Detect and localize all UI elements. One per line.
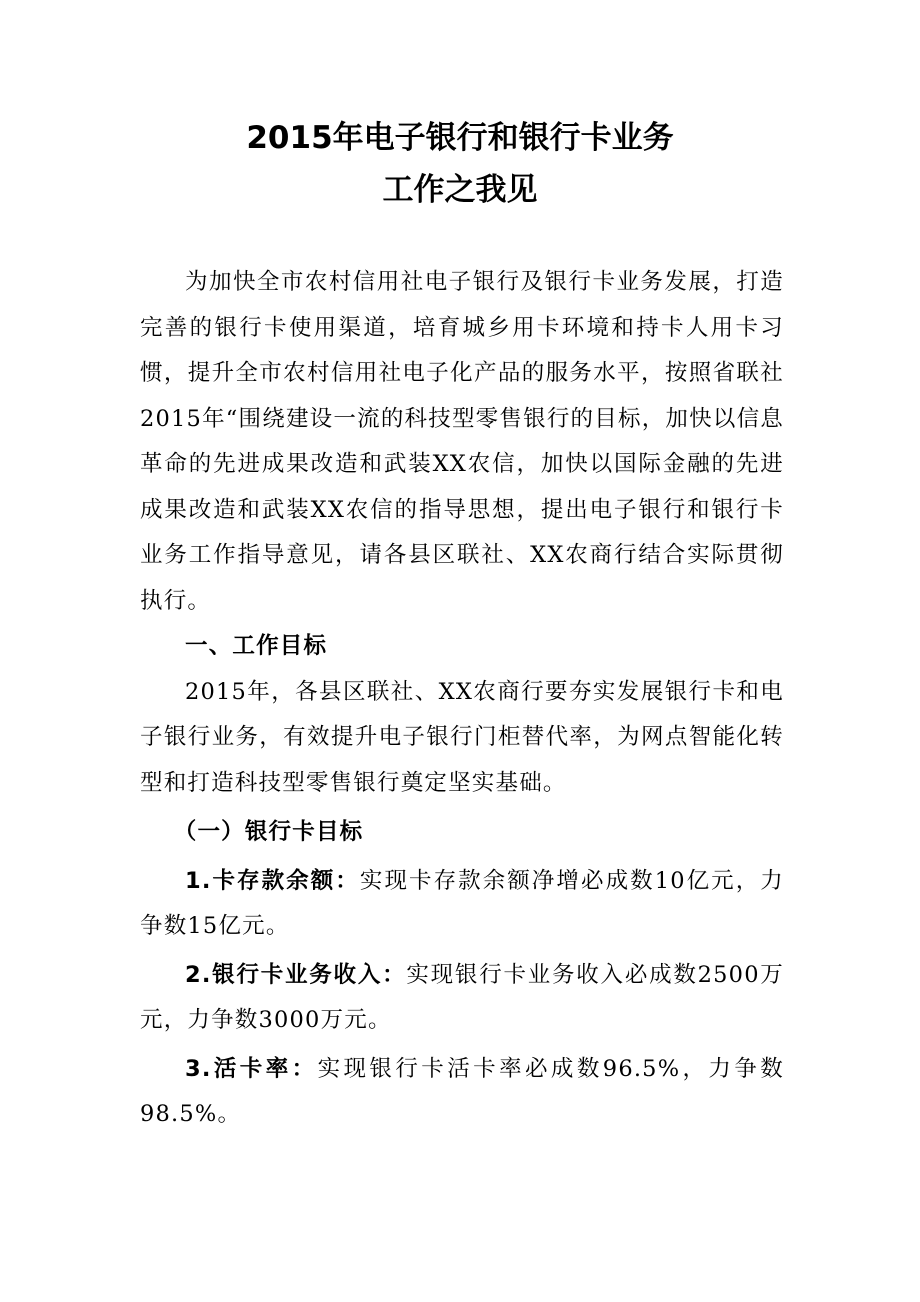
title-line-1: 2015年电子银行和银行卡业务 [246,120,674,156]
goal-item-card-revenue [140,950,784,1044]
goal-item-text: 实现银行卡活卡率必成数96.5%，力争数98.5%。 [140,1055,784,1127]
section-heading-goals: 一、工作目标 [185,633,328,659]
goals-paragraph: 2015年，各县区联社、XX农商行要夯实发展银行卡和电子银行业务，有效提升电子银行门柜替代率，为网点智能化转型和打造科技型零售银行奠定坚实基础。 [140,678,784,796]
goal-item-text: 实现银行卡业务收入必成数2500万元，力争数3000万元。 [140,961,784,1033]
goal-item-lead: 1.卡存款余额： [185,867,360,894]
intro-paragraph: 为加快全市农村信用社电子银行及银行卡业务发展，打造完善的银行卡使用渠道，培育城乡用卡环境和持卡人用卡习惯，提升全市农村信用社电子化产品的服务水平，按照省联社2015年“围绕建设一流的科技型零售银行的目标，加快以信息革命的先进成果改造和武装XX农信，加快以国际金融的先进成果改造和武装XX农信的指导思想，提出电子银行和银行卡业务工作指导意见，请各县区联社、XX农商行结合实际贯彻执行。 [140,269,784,614]
subsection-heading-card-goals: （一）银行卡目标 [173,819,364,845]
title-line-2: 工作之我见 [382,172,538,208]
document-body [140,260,784,1138]
goal-item-active-card-rate [140,1044,784,1138]
document-title [0,112,920,216]
goal-item-text: 实现卡存款余额净增必成数10亿元，力争数15亿元。 [140,867,785,939]
goal-item-card-deposit [140,856,784,950]
goal-item-lead: 2.银行卡业务收入： [185,961,407,988]
goal-item-lead: 3.活卡率： [185,1055,318,1082]
